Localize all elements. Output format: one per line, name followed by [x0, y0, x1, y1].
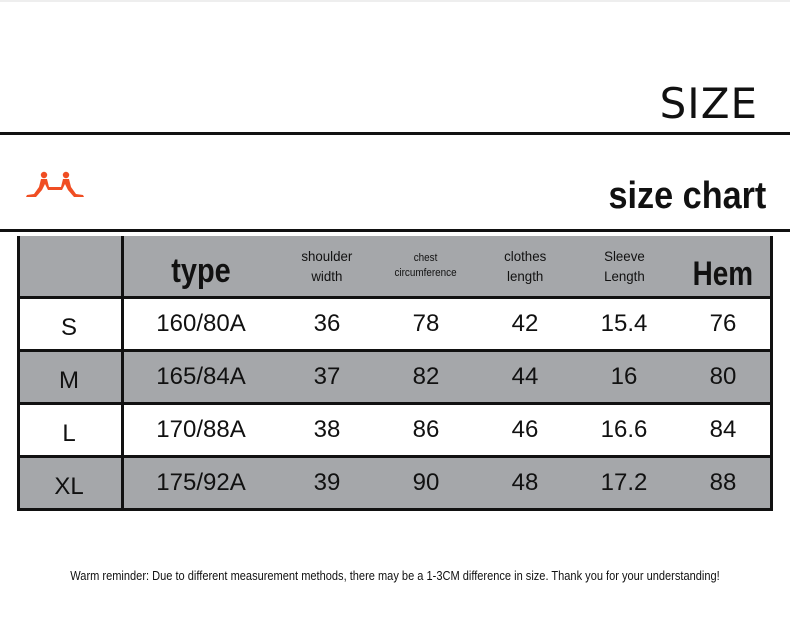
length-cell: 46 — [511, 416, 539, 443]
type-cell: 165/84A — [156, 363, 246, 390]
shoulder-cell: 37 — [313, 363, 341, 390]
table-header-row — [17, 236, 773, 299]
sleeve-cell: 17.2 — [600, 469, 648, 496]
type-cell: 170/88A — [156, 416, 246, 443]
length-cell: 42 — [511, 310, 539, 337]
sleeve-cell: 16.6 — [600, 416, 648, 443]
header-chest: chest circumference — [394, 252, 458, 279]
length-cell: 44 — [511, 363, 539, 390]
table-edge-left — [17, 236, 20, 296]
header-shoulder: shoulder width — [301, 248, 353, 284]
hem-cell: 80 — [709, 363, 737, 390]
length-cell: 48 — [511, 469, 539, 496]
sleeve-cell: 16 — [610, 363, 638, 390]
header-corner — [17, 236, 124, 296]
table-row — [17, 352, 773, 405]
shoulder-cell: 38 — [313, 416, 341, 443]
size-cell: L — [17, 405, 124, 455]
header-clothes-length: clothes length — [503, 248, 547, 284]
header-type: type — [171, 251, 231, 290]
table-row — [17, 458, 773, 511]
size-cell: M — [17, 352, 124, 402]
hem-cell: 84 — [709, 416, 737, 443]
header-rule — [0, 132, 790, 135]
shoulder-cell: 36 — [313, 310, 341, 337]
table-row — [17, 299, 773, 352]
size-title: SIZE — [659, 79, 758, 128]
size-table — [17, 236, 773, 511]
table-row — [17, 405, 773, 458]
size-cell: XL — [17, 458, 124, 508]
chart-rule — [0, 229, 790, 232]
warm-reminder: Warm reminder: Due to different measurement methods, there may be a 1-3CM difference in size. Thank you for your understanding! — [70, 568, 720, 583]
sleeve-cell: 15.4 — [600, 310, 648, 337]
type-cell: 160/80A — [156, 310, 246, 337]
header-sleeve-length: Sleeve Length — [603, 248, 645, 284]
type-cell: 175/92A — [156, 469, 246, 496]
size-cell: S — [17, 299, 124, 349]
chest-cell: 90 — [412, 469, 440, 496]
chest-cell: 82 — [412, 363, 440, 390]
header-hem: Hem — [692, 254, 754, 293]
shoulder-cell: 39 — [313, 469, 341, 496]
hem-cell: 76 — [709, 310, 737, 337]
kappa-logo-icon — [24, 170, 86, 200]
hem-cell: 88 — [709, 469, 737, 496]
table-edge-right — [770, 236, 773, 296]
top-border — [0, 0, 790, 2]
chest-cell: 86 — [412, 416, 440, 443]
chest-cell: 78 — [412, 310, 440, 337]
size-chart-title: size chart — [608, 175, 766, 217]
